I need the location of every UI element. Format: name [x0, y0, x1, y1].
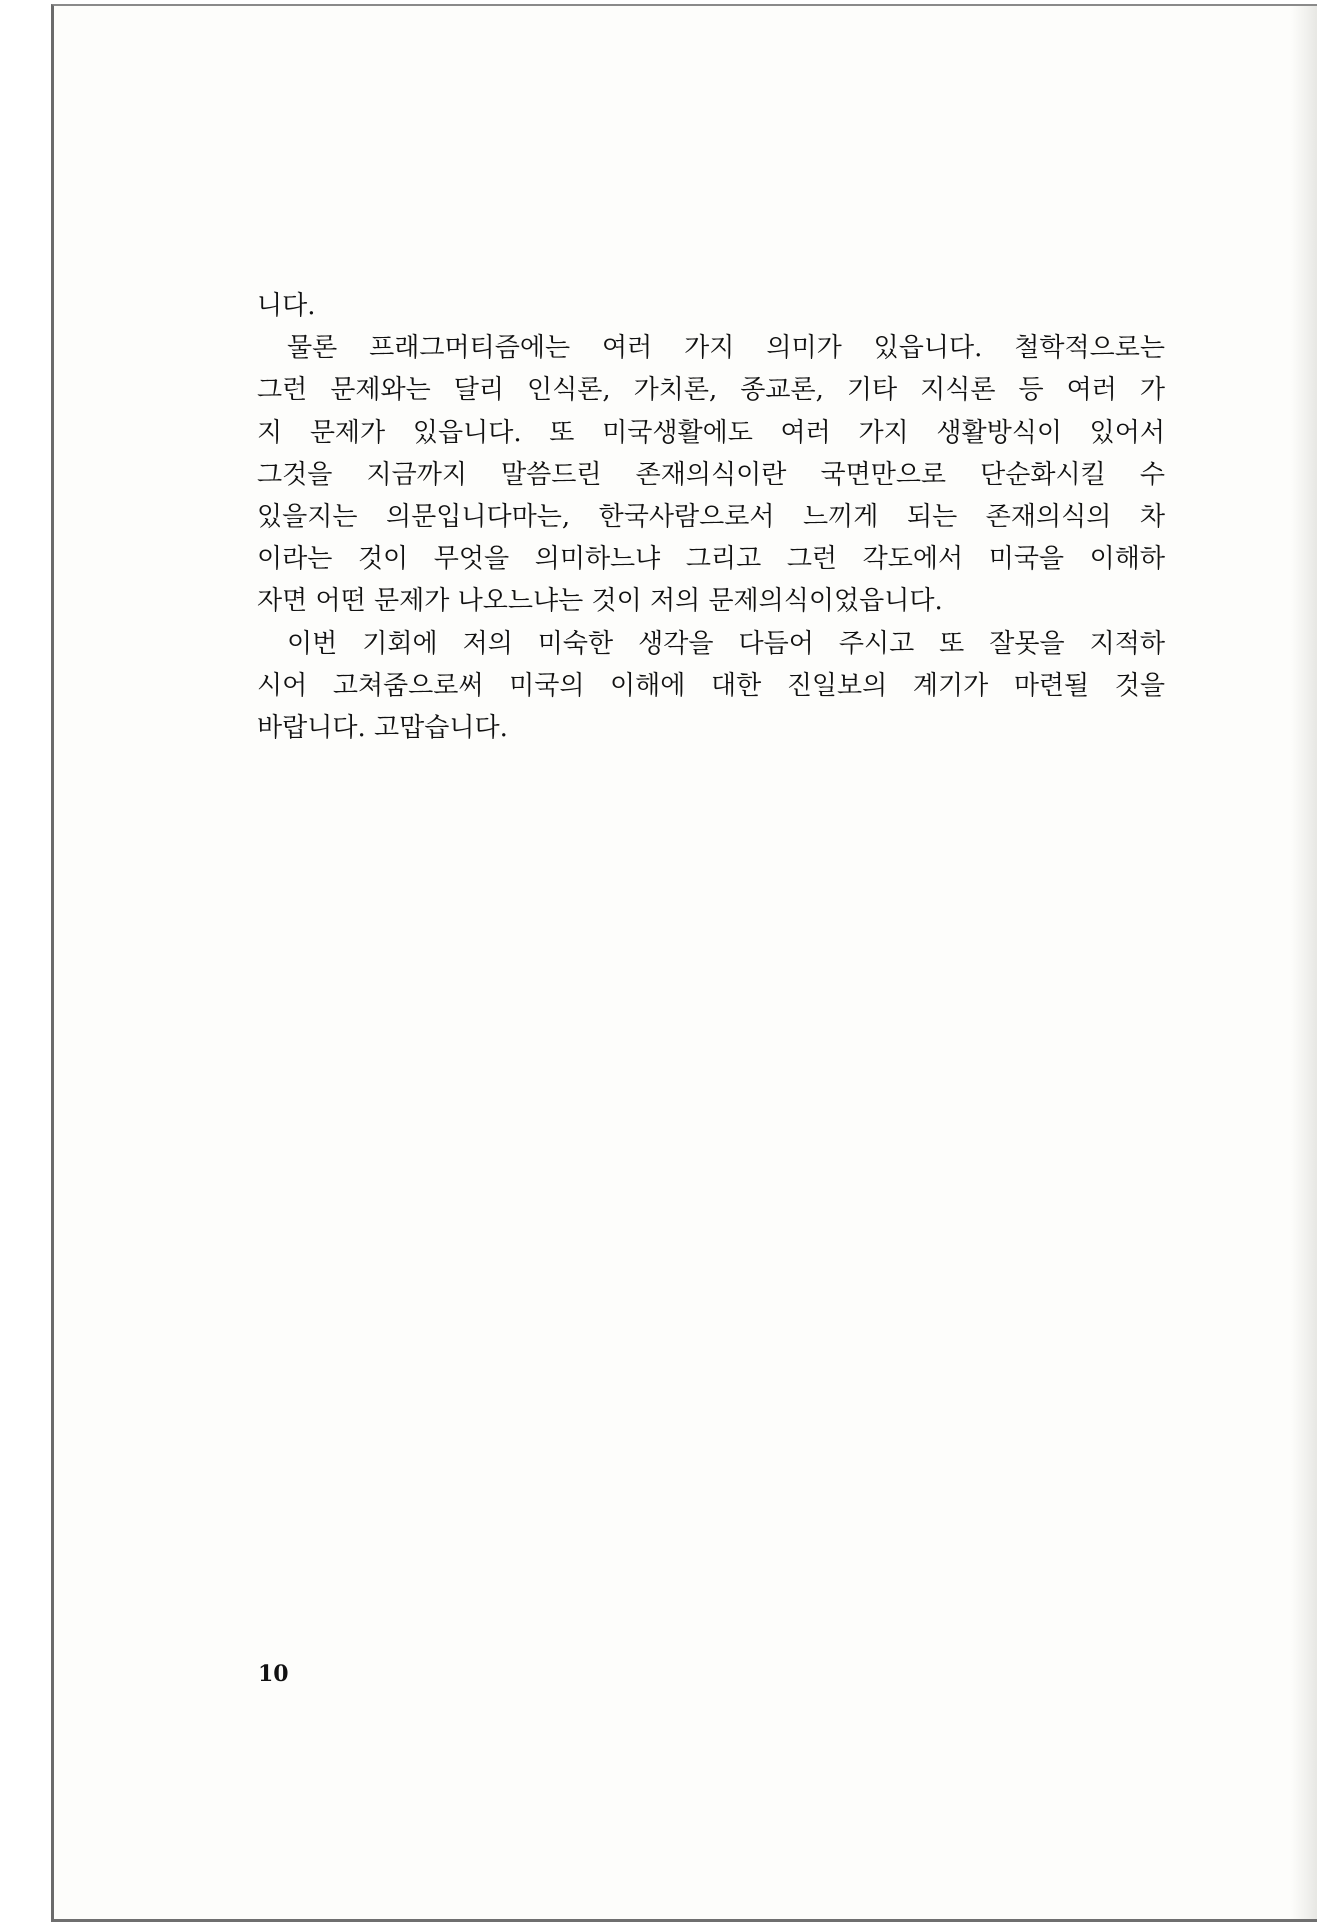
text-line: 시어 고쳐줌으로써 미국의 이해에 대한 진일보의 계기가 마련될 것을 [257, 670, 1165, 701]
text-line: 물론 프래그머티즘에는 여러 가지 의미가 있읍니다. 철학적으로는 [287, 333, 1165, 364]
text-line: 니다. [257, 291, 316, 321]
text-line: 있을지는 의문입니다마는, 한국사람으로서 느끼게 되는 존재의식의 차 [257, 501, 1165, 532]
text-line: 그런 문제와는 달리 인식론, 가치론, 종교론, 기타 지식론 등 여러 가 [257, 375, 1165, 406]
text-line: 이번 기회에 저의 미숙한 생각을 다듬어 주시고 또 잘못을 지적하 [287, 628, 1165, 659]
text-line: 이라는 것이 무엇을 의미하느냐 그리고 그런 각도에서 미국을 이해하 [257, 544, 1165, 575]
page-edge-shadow [1291, 6, 1317, 1919]
text-line: 지 문제가 있읍니다. 또 미국생활에도 여러 가지 생활방식이 있어서 [257, 417, 1165, 448]
text-line: 바랍니다. 고맙습니다. [257, 712, 508, 743]
body-text [257, 285, 1165, 749]
text-line: 자면 어떤 문제가 나오느냐는 것이 저의 문제의식이었읍니다. [257, 586, 943, 617]
text-line: 그것을 지금까지 말씀드린 존재의식이란 국면만으로 단순화시킬 수 [257, 459, 1165, 490]
page-number: 10 [258, 1661, 289, 1687]
